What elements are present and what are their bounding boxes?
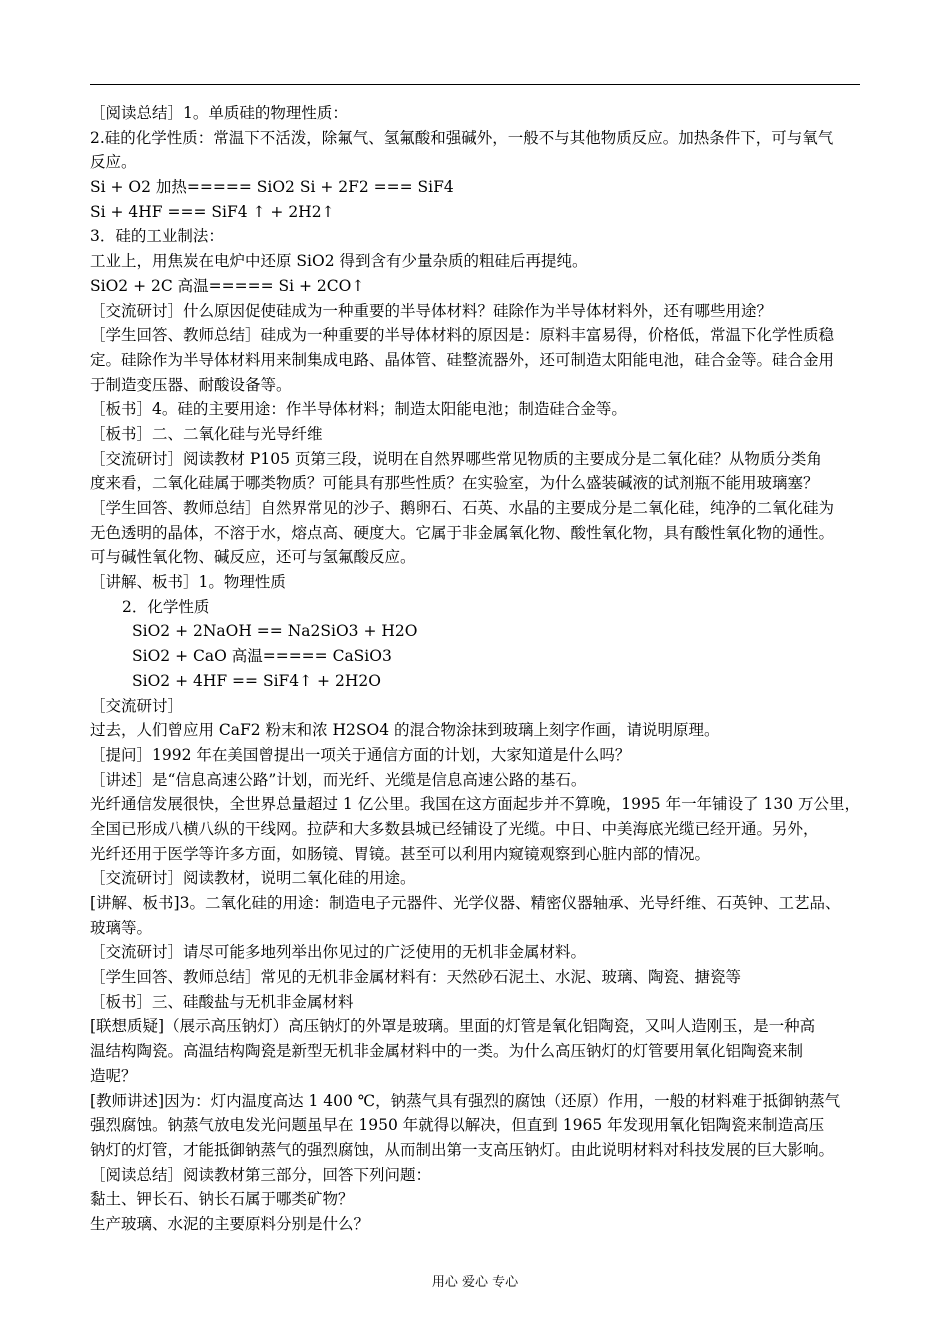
document-body: [90, 101, 862, 1237]
text-line: ［讲解、板书］1。物理性质: [90, 573, 286, 592]
text-line: ［阅读总结］1。单质硅的物理性质：: [90, 104, 348, 122]
text-line: 造呢？: [90, 1066, 137, 1085]
text-line: Si + O2 加热===== SiO2 Si + 2F2 === SiF4: [90, 178, 454, 197]
text-line: SiO2 + 4HF == SiF4↑ + 2H2O: [132, 671, 381, 690]
text-line: ［提问］1992 年在美国曾提出一项关于通信方面的计划，大家知道是什么吗？: [90, 745, 631, 764]
text-line: ［板书］4。硅的主要用途：作半导体材料；制造太阳能电池；制造硅合金等。: [90, 400, 627, 419]
text-line: 2.硅的化学性质：常温下不活泼，除氟气、氢氟酸和强碱外，一般不与其他物质反应。加热条件下，可与氧气: [90, 128, 834, 147]
text-line: 度来看，二氧化硅属于哪类物质？可能具有那些性质？在实验室，为什么盛装碱液的试剂瓶不能用玻璃塞？: [90, 474, 819, 493]
text-line: 工业上，用焦炭在电炉中还原 SiO2 得到含有少量杂质的粗硅后再提纯。: [90, 252, 588, 271]
text-line: [联想质疑]（展示高压钠灯）高压钠灯的外罩是玻璃。里面的灯管是氧化铝陶瓷，又叫人造刚玉，是一种高: [90, 1017, 816, 1036]
text-line: 过去，人们曾应用 CaF2 粉末和浓 H2SO4 的混合物涂抹到玻璃上刻字作画，请说明原理。: [90, 721, 720, 740]
header-rule: [90, 84, 860, 85]
text-line: ［阅读总结］阅读教材第三部分，回答下列问题：: [90, 1165, 432, 1184]
text-line: [讲解、板书]3。二氧化硅的用途：制造电子元器件、光学仪器、精密仪器轴承、光导纤维、石英钟、工艺品、: [90, 894, 841, 912]
text-line: Si + 4HF === SiF4 ↑ + 2H2↑: [90, 202, 335, 221]
text-line: SiO2 + 2NaOH == Na2SiO3 + H2O: [132, 622, 418, 641]
text-line: 光纤还用于医学等许多方面，如肠镜、胃镜。甚至可以利用内窥镜观察到心脏内部的情况。: [90, 844, 711, 863]
text-line: 2．化学性质: [122, 597, 210, 616]
text-line: 光纤通信发展很快，全世界总量超过 1 亿公里。我国在这方面起步并不算晚，1995 年一年铺设了 130 万公里，: [90, 795, 861, 814]
text-line: ［板书］三、硅酸盐与无机非金属材料: [90, 992, 354, 1011]
text-line: ［交流研讨］什么原因促使硅成为一种重要的半导体材料？硅除作为半导体材料外，还有哪些用途？: [90, 301, 773, 320]
text-line: 3．硅的工业制法：: [90, 227, 224, 246]
text-line: [教师讲述]因为：灯内温度高达 1 400 ℃，钠蒸气具有强烈的腐蚀（还原）作用，一般的材料难于抵御钠蒸气: [90, 1091, 841, 1110]
text-line: SiO2 + 2C 高温===== Si + 2CO↑: [90, 276, 365, 295]
text-line: ［交流研讨］: [90, 696, 184, 715]
text-line: 黏土、钾长石、钠长石属于哪类矿物？: [90, 1190, 354, 1209]
text-line: ［交流研讨］请尽可能多地列举出你见过的广泛使用的无机非金属材料。: [90, 943, 587, 962]
text-line: ［学生回答、教师总结］自然界常见的沙子、鹅卵石、石英、水晶的主要成分是二氧化硅，纯净的二氧化硅为: [90, 499, 835, 517]
text-line: ［学生回答、教师总结］常见的无机非金属材料有：天然砂石泥土、水泥、玻璃、陶瓷、搪瓷等: [90, 968, 742, 987]
text-line: 强烈腐蚀。钠蒸气放电发光问题虽早在 1950 年就得以解决，但直到 1965 年发现用氧化铝陶瓷来制造高压: [90, 1116, 825, 1135]
text-line: 于制造变压器、耐酸设备等。: [90, 375, 292, 394]
text-line: 无色透明的晶体，不溶于水，熔点高、硬度大。它属于非金属氧化物、酸性氧化物，具有酸性氧化物的通性。: [90, 523, 835, 542]
text-line: 玻璃等。: [90, 918, 153, 937]
text-line: 钠灯的灯管，才能抵御钠蒸气的强烈腐蚀，从而制出第一支高压钠灯。由此说明材料对科技发展的巨大影响。: [90, 1140, 835, 1159]
text-line: ［交流研讨］阅读教材 P105 页第三段，说明在自然界哪些常见物质的主要成分是二氧化硅？从物质分类角: [90, 449, 822, 468]
page-footer: 用心 爱心 专心: [431, 1275, 519, 1290]
text-line: ［板书］二、二氧化硅与光导纤维: [90, 424, 323, 443]
text-line: 可与碱性氧化物、碱反应，还可与氢氟酸反应。: [90, 548, 416, 567]
text-line: 温结构陶瓷。高温结构陶瓷是新型无机非金属材料中的一类。为什么高压钠灯的灯管要用氧化铝陶瓷来制: [90, 1042, 804, 1061]
text-line: ［学生回答、教师总结］硅成为一种重要的半导体材料的原因是：原料丰富易得，价格低，常温下化学性质稳: [90, 326, 835, 345]
text-line: ［交流研讨］阅读教材，说明二氧化硅的用途。: [90, 869, 416, 888]
text-line: 反应。: [90, 153, 137, 172]
text-line: 全国已形成八横八纵的干线网。拉萨和大多数县城已经铺设了光缆。中日、中美海底光缆已经开通。另外，: [90, 819, 819, 838]
text-line: 定。硅除作为半导体材料用来制集成电路、晶体管、硅整流器外，还可制造太阳能电池，硅合金等。硅合金用: [90, 350, 835, 369]
text-line: ［讲述］是“信息高速公路”计划，而光纤、光缆是信息高速公路的基石。: [90, 770, 587, 789]
text-line: SiO2 + CaO 高温===== CaSiO3: [132, 647, 392, 666]
text-line: 生产玻璃、水泥的主要原料分别是什么？: [90, 1214, 370, 1233]
